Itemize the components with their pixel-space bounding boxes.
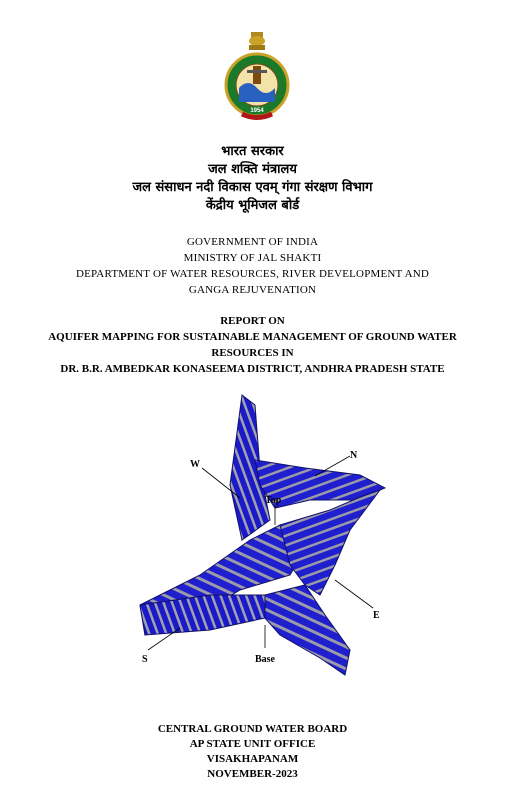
english-line-govt: GOVERNMENT OF INDIA (186, 236, 319, 248)
report-title-block (0, 313, 505, 377)
footer-date: NOVEMBER-2023 (207, 768, 298, 780)
label-e: E (373, 610, 380, 621)
label-n: N (350, 450, 358, 461)
english-header (0, 234, 505, 298)
aquifer-fence-diagram (130, 390, 410, 680)
report-label: REPORT ON (220, 315, 285, 327)
english-line-department: DEPARTMENT OF WATER RESOURCES, RIVER DEVELOPMENT AND (75, 268, 430, 280)
english-line-ganga: GANGA REJUVENATION (188, 284, 317, 296)
national-emblem-icon (249, 32, 265, 50)
logo-year: 1954 (250, 108, 264, 114)
fence-panel-e (280, 490, 380, 595)
label-base: Base (255, 654, 275, 665)
label-top: Top (265, 495, 282, 506)
footer-block (0, 722, 505, 782)
report-title-line3: DR. B.R. AMBEDKAR KONASEEMA DISTRICT, ANDHRA PRADESH STATE (60, 363, 445, 375)
label-w: W (190, 459, 200, 470)
footer-city: VISAKHAPANAM (206, 753, 299, 765)
hindi-line-board: केंद्रीय भूमिजल बोर्ड (205, 198, 300, 213)
hindi-line-department: जल संसाधन नदी विकास एवम् गंगा संरक्षण विभाग (132, 180, 373, 195)
english-line-ministry: MINISTRY OF JAL SHAKTI (183, 252, 322, 264)
footer-office: AP STATE UNIT OFFICE (189, 738, 316, 750)
hindi-header (0, 143, 505, 215)
report-title-line2: RESOURCES IN (211, 347, 294, 359)
label-s: S (142, 654, 148, 665)
hindi-line-govt: भारत सरकार (221, 144, 284, 159)
report-title-line1: AQUIFER MAPPING FOR SUSTAINABLE MANAGEMENT OF GROUND WATER (48, 331, 457, 343)
fence-panel-base (265, 585, 350, 675)
footer-board: CENTRAL GROUND WATER BOARD (157, 723, 348, 735)
hindi-line-ministry: जल शक्ति मंत्रालय (208, 162, 297, 177)
cgwb-logo (222, 30, 292, 122)
